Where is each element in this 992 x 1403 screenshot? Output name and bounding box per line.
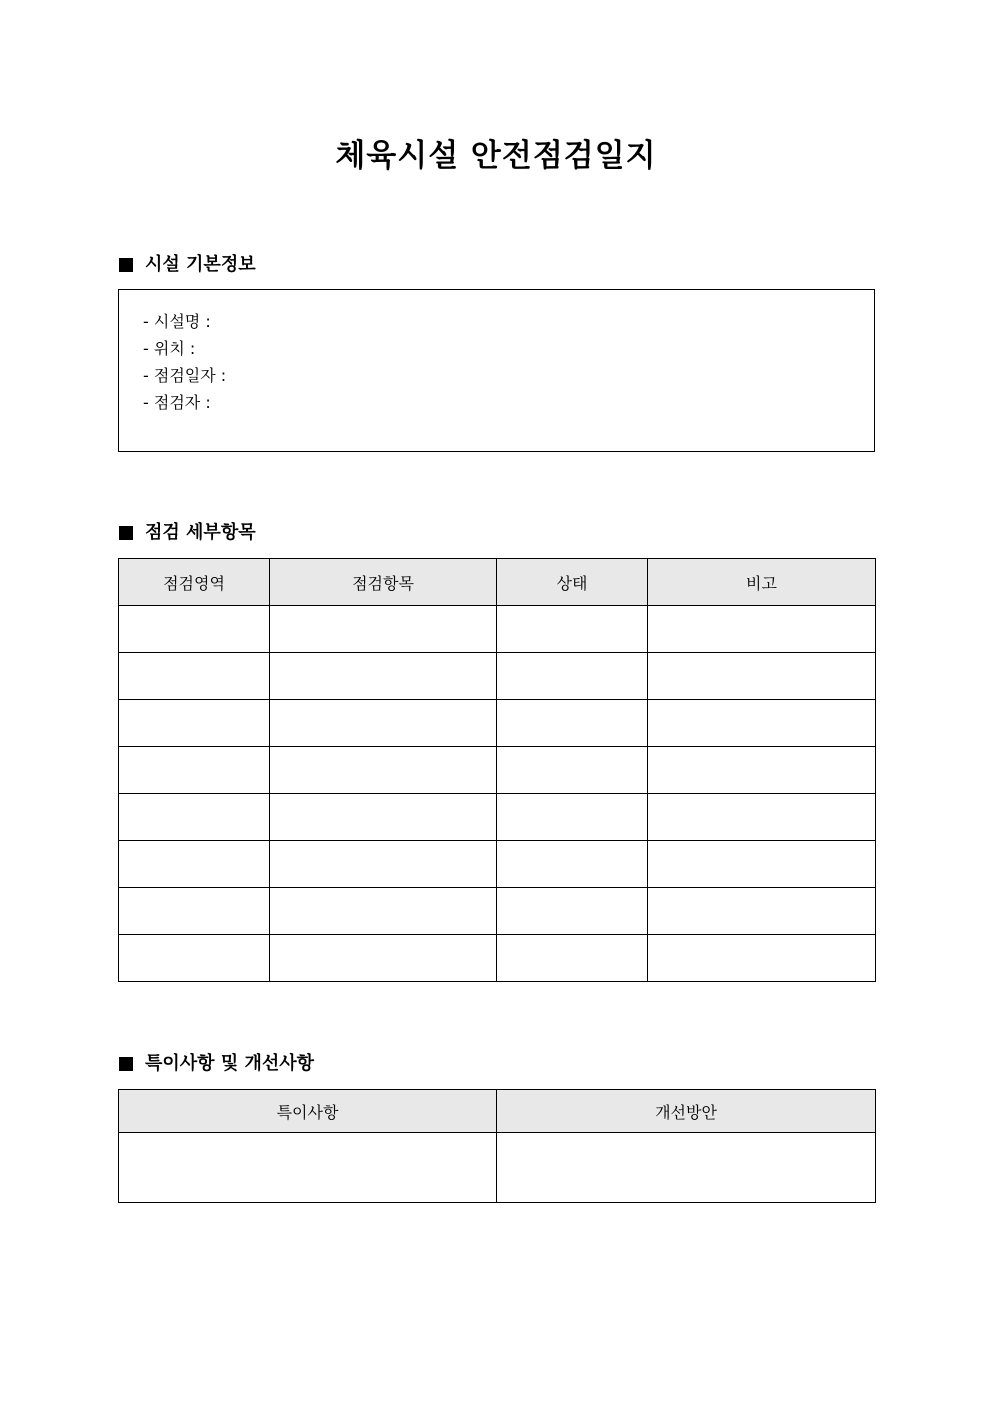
item-cell[interactable] xyxy=(270,653,497,700)
area-cell[interactable] xyxy=(119,606,270,653)
basic-info-list xyxy=(143,308,226,416)
detail-items-table xyxy=(118,558,876,982)
remarks-cell[interactable] xyxy=(648,653,876,700)
table-row xyxy=(119,653,876,700)
table-row xyxy=(119,794,876,841)
column-header-area: 점검영역 xyxy=(119,559,270,606)
column-header-remarks: 비고 xyxy=(648,559,876,606)
table-row xyxy=(119,606,876,653)
remarks-cell[interactable] xyxy=(648,935,876,982)
item-cell[interactable] xyxy=(270,747,497,794)
status-cell[interactable] xyxy=(497,700,648,747)
remarks-cell[interactable] xyxy=(648,794,876,841)
area-cell[interactable] xyxy=(119,653,270,700)
column-header-improvement-plan: 개선방안 xyxy=(497,1090,876,1133)
area-cell[interactable] xyxy=(119,794,270,841)
table-row xyxy=(119,841,876,888)
improvement-plan-cell[interactable] xyxy=(497,1133,876,1203)
remarks-cell[interactable] xyxy=(648,700,876,747)
table-row xyxy=(119,700,876,747)
table-row xyxy=(119,888,876,935)
section-heading-label: 특이사항 및 개선사항 xyxy=(145,1053,315,1074)
section-heading-detail-items xyxy=(119,521,256,545)
location-field[interactable]: - 위치 : xyxy=(143,339,196,358)
status-cell[interactable] xyxy=(497,794,648,841)
section-heading-label: 점검 세부항목 xyxy=(145,522,256,543)
square-bullet-icon xyxy=(119,526,133,540)
section-heading-notes xyxy=(119,1052,314,1076)
area-cell[interactable] xyxy=(119,888,270,935)
remarks-cell[interactable] xyxy=(648,606,876,653)
remarks-cell[interactable] xyxy=(648,888,876,935)
table-header-row xyxy=(119,1090,876,1133)
status-cell[interactable] xyxy=(497,606,648,653)
remarks-cell[interactable] xyxy=(648,747,876,794)
column-header-item: 점검항목 xyxy=(270,559,497,606)
item-cell[interactable] xyxy=(270,794,497,841)
item-cell[interactable] xyxy=(270,700,497,747)
remarks-cell[interactable] xyxy=(648,841,876,888)
item-cell[interactable] xyxy=(270,606,497,653)
item-cell[interactable] xyxy=(270,935,497,982)
table-row xyxy=(119,747,876,794)
special-notes-cell[interactable] xyxy=(119,1133,497,1203)
area-cell[interactable] xyxy=(119,747,270,794)
column-header-special-notes: 특이사항 xyxy=(119,1090,497,1133)
section-heading-basic-info xyxy=(119,253,256,277)
item-cell[interactable] xyxy=(270,888,497,935)
inspector-field[interactable]: - 점검자 : xyxy=(143,393,211,412)
facility-name-field[interactable]: - 시설명 : xyxy=(143,312,211,331)
area-cell[interactable] xyxy=(119,841,270,888)
inspection-date-field[interactable]: - 점검일자 : xyxy=(143,366,227,385)
detail-table-body xyxy=(119,606,876,982)
table-header-row xyxy=(119,559,876,606)
status-cell[interactable] xyxy=(497,653,648,700)
basic-info-box xyxy=(118,289,875,452)
square-bullet-icon xyxy=(119,1057,133,1071)
table-row xyxy=(119,1133,876,1203)
area-cell[interactable] xyxy=(119,935,270,982)
section-heading-label: 시설 기본정보 xyxy=(145,254,256,275)
page-title: 체육시설 안전점검일지 xyxy=(335,138,657,174)
table-row xyxy=(119,935,876,982)
column-header-status: 상태 xyxy=(497,559,648,606)
status-cell[interactable] xyxy=(497,935,648,982)
status-cell[interactable] xyxy=(497,841,648,888)
item-cell[interactable] xyxy=(270,841,497,888)
square-bullet-icon xyxy=(119,258,133,272)
status-cell[interactable] xyxy=(497,747,648,794)
area-cell[interactable] xyxy=(119,700,270,747)
status-cell[interactable] xyxy=(497,888,648,935)
notes-table xyxy=(118,1089,876,1203)
